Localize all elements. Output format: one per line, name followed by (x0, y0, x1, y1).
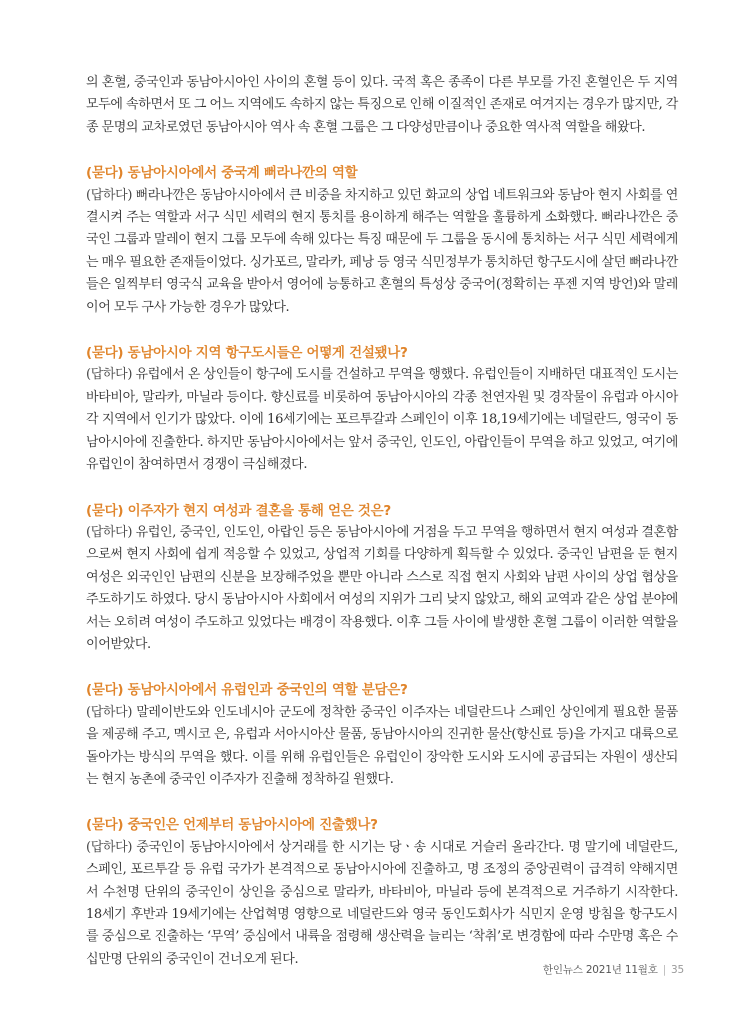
answer-paragraph (86, 702, 678, 792)
answer-text: 유럽에서 온 상인들이 항구에 도시를 건설하고 무역을 행했다. 유럽인들이 지배하던 대표적인 도시는 바타비아, 말라카, 마닐라 등이다. 향신료를 비롯하여 동남아시아의 각종 천연자원 및 경작물이 유럽과 아시아 각 지역에서 인기가 많았다. 이에 16세기에는 포르투갈과 스페인이 이후 18,19세기에는 네덜란드, 영국이 동남아시아에 진출한다. 하지만 동남아시아에서는 앞서 중국인, 인도인, 아랍인들이 무역을 하고 있었고, 여기에 유럽인이 참여하면서 경쟁이 극심해졌다. (86, 367, 678, 473)
answer-paragraph (86, 364, 678, 476)
question-heading: (묻다) 이주자가 현지 여성과 결혼을 통해 얻은 것은? (86, 502, 391, 519)
intro-paragraph: 의 혼혈, 중국인과 동남아시아인 사이의 혼혈 등이 있다. 국적 혹은 종족이 다른 부모를 가진 혼혈인은 두 지역 모두에 속하면서 또 그 어느 지역에도 속하지 않는 특징으로 인해 이질적인 존재로 여겨지는 경우가 많지만, 각종 문명의 교차로였던 동남아시아 역사 속 혼혈 그룹은 그 다양성만큼이나 중요한 역사적 역할을 해왔다. (86, 75, 678, 135)
question-heading: (묻다) 동남아시아에서 유럽인과 중국인의 역할 분담은? (86, 682, 408, 699)
article-body (86, 72, 678, 971)
answer-label: (답하다) (86, 187, 133, 203)
page-number: 35 (671, 964, 684, 976)
answer-paragraph (86, 185, 678, 319)
answer-label: (답하다) (86, 839, 133, 855)
answer-paragraph (86, 837, 678, 971)
answer-text: 말레이반도와 인도네시아 군도에 정착한 중국인 이주자는 네덜란드나 스페인 상인에게 필요한 물품을 제공해 주고, 멕시코 은, 유럽과 서아시아산 물품, 동남아시아의 진귀한 물산(향신료 등)을 가지고 대륙으로 돌아가는 방식의 무역을 했다. 이를 위해 유럽인들은 유럽인이 장악한 도시와 도시에 공급되는 자원이 생산되는 현지 농촌에 중국인 이주자가 진출해 정착하길 원했다. (86, 704, 678, 787)
question-heading: (묻다) 동남아시아에서 중국계 뻐라나깐의 역할 (86, 165, 358, 182)
qa-section-4 (86, 679, 678, 791)
answer-paragraph (86, 522, 678, 656)
answer-text: 유럽인, 중국인, 인도인, 아랍인 등은 동남아시아에 거점을 두고 무역을 행하면서 현지 여성과 결혼함으로써 현지 사회에 쉽게 적응할 수 있었고, 상업적 기회를 다양하게 획득할 수 있었다. 중국인 남편을 둔 현지 여성은 외국인인 남편의 신분을 보장해주었을 뿐만 아니라 스스로 직접 현지 사회와 남편 사이의 상업 협상을 주도하기도 하였다. 당시 동남아시아 사회에서 여성의 지위가 그리 낮지 않았고, 해외 교역과 같은 상업 분야에서는 오히려 여성이 주도하고 있었다는 배경이 작용했다. 이후 그들 사이에 발생한 혼혈 그룹이 이러한 역할을 이어받았다. (86, 524, 678, 652)
publication-name: 한인뉴스 2021년 11월호 (542, 964, 658, 976)
qa-section-1 (86, 162, 678, 319)
page-footer (543, 962, 684, 977)
qa-section-2 (86, 342, 678, 476)
qa-section-5 (86, 814, 678, 971)
answer-label: (답하다) (86, 367, 133, 383)
answer-text: 중국인이 동남아시아에서 상거래를 한 시기는 당ㆍ송 시대로 거슬러 올라간다. 명 말기에 네덜란드, 스페인, 포르투갈 등 유럽 국가가 본격적으로 동남아시아에 진출하고, 명 조정의 중앙권력이 급격히 약해지면서 수천명 단위의 중국인이 상인을 중심으로 말라카, 바타비아, 마닐라 등에 본격적으로 거주하기 시작한다. 18세기 후반과 19세기에는 산업혁명 영향으로 네덜란드와 영국 동인도회사가 식민지 운영 방침을 항구도시를 중심으로 진출하는 ‘무역’ 중심에서 내륙을 점령해 생산력을 늘리는 ‘착취’로 변경함에 따라 수만명 혹은 수십만명 단위의 중국인이 건너오게 된다. (86, 839, 678, 967)
footer-separator: | (662, 964, 667, 976)
answer-label: (답하다) (86, 524, 133, 540)
question-heading: (묻다) 동남아시아 지역 항구도시들은 어떻게 건설됐나? (86, 345, 408, 362)
qa-section-3 (86, 500, 678, 657)
answer-label: (답하다) (86, 704, 133, 720)
answer-text: 뻐라나깐은 동남아시아에서 큰 비중을 차지하고 있던 화교의 상업 네트워크와 동남아 현지 사회를 연결시켜 주는 역할과 서구 식민 세력의 현지 통치를 용이하게 해주는 역할을 훌륭하게 소화했다. 뻐라나깐은 중국인 그룹과 말레이 현지 그룹 모두에 속해 있다는 특징 때문에 두 그룹을 동시에 통치하는 서구 식민 세력에게는 매우 필요한 존재들이었다. 싱가포르, 말라카, 페낭 등 영국 식민정부가 통치하던 항구도시에 살던 뻐라나깐들은 일찍부터 영국식 교육을 받아서 영어에 능통하고 혼혈의 특성상 중국어(정확히는 푸젠 지역 방언)와 말레이어 모두 구사 가능한 경우가 많았다. (86, 187, 678, 315)
question-heading: (묻다) 중국인은 언제부터 동남아시아에 진출했나? (86, 817, 378, 834)
